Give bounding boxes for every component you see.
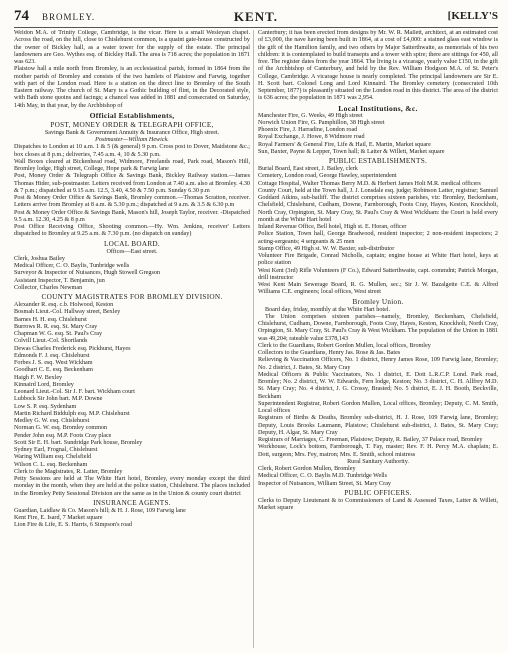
section-heading: PUBLIC ESTABLISHMENTS. (328, 157, 428, 165)
right-paragraph: Phoenix Fire, J. Harradine, London road (258, 127, 358, 133)
left-paragraph: Offices—East street. (106, 248, 158, 255)
left-paragraph: Haigh F. W. Bexley (14, 374, 63, 381)
right-paragraph: Cottage Hospital, Walter Thomas Berry M.D. & Herbert James Holt M.R. medical officers (258, 180, 481, 187)
right-paragraph: Manchester Fire, G. Weeks, 49 High street (258, 112, 363, 119)
page-header (14, 8, 498, 26)
left-paragraph: Weldon M.A. of Trinity College, Cambridge, is the vicar. Here is a small Wesleyan chapel. Across the road, on the hill, close to Chislehurst common, is a quaint gate-house constructed by the owner of Bickley hall, as a water tower for the supply of the estate. The principal landowners are Geo. Wythes esq. of Bickley Hall. The area is 718 acres; the population in 1871 was 623. (14, 30, 250, 65)
section-heading: INSURANCE AGENTS. (93, 498, 171, 507)
left-paragraph: Medley G. W. esq. Chislehurst (14, 418, 90, 424)
left-paragraph: Sydney Earl, Frognal, Chislehurst (14, 447, 98, 453)
right-paragraph: The Union comprises sixteen parishes—namely, Bromley, Beckenham, Chelsfield, Chislehurst, Cudham, Downe, Farnborough, Foots Cray, Hayes, Keston, Knockholt, North Cray, Orpington, St. Mary Cray, St. Paul's Cray & West Wickham. The population of the Union in 1881 was 49,204; rateable value £378,143 (258, 313, 498, 342)
left-paragraph: Pender John esq. M.P. Foots Cray place (14, 432, 112, 439)
right-column (258, 30, 498, 648)
left-paragraph: Norman G. W. esq. Bromley common (14, 425, 108, 432)
left-paragraph: Surveyor & Inspector of Nuisances, Hugh Stowell Gregson (14, 270, 160, 277)
right-paragraph: Royal Farmers' & General Fire, Life & Hail, E. Martin, Market square (258, 141, 431, 148)
right-paragraph: Norwich Union Fire, G. Pamphillon, 38 High street (258, 119, 385, 126)
left-paragraph: Chapman W. G. esq. St. Paul's Cray (14, 331, 103, 337)
right-paragraph: Workhouse, Lock's bottom, Farnborough, T. Fay, master; Rev. F. H. Percy M.A. chaplain; E. Dott, surgeon; Mrs. Fey, matron; Mrs. E. Smith, school mistress (258, 444, 498, 458)
running-head-place: BROMLEY. (42, 12, 96, 22)
left-paragraph: Post Office Receiving Office, Shooting common.—Hy. Wm. Jenkins, receiver' Letters dispatched to Bromley at 9.25 a.m. & 7.30 p.m. (no dispatch on sunday) (14, 224, 250, 238)
left-paragraph: Waring William esq. Chelsfield (14, 454, 92, 461)
right-paragraph: Superintendent Registrar, Robert Gordon Mullen, Local offices, Bromley; Deputy, C. M. Smith, Local offices (258, 400, 498, 414)
left-paragraph: Assistant Inspector, T. Benjamin, jun (14, 277, 105, 284)
right-paragraph: Cemetery, London road, George Hawley, superintendent (258, 173, 397, 180)
right-paragraph: Board day, friday, monthly at the White Hart hotel. (265, 306, 391, 313)
right-paragraph: Relieving & Vaccination Officers, No. 1 district, Henry James Rose, 109 Farwig lane, Bromley; No. 2 district, J. Bates, St. Mary Cray (258, 357, 498, 371)
column-divider (253, 30, 254, 648)
right-paragraph: Sun, Baxter, Payne & Lepper, Town hall; & Latter & Willett, Market square (258, 148, 445, 155)
left-paragraph: Savings Bank & Government Annuity & Insurance Office, High street. (44, 129, 220, 136)
right-paragraph: Clerk, Robert Gordon Mullen, Bromley (258, 466, 356, 472)
right-paragraph: West Kent (3rd) Rifle Volunteers (F Co.), Edward Satterthwaite, capt. commdnt; Patrick Morgan, drill instructor (258, 267, 498, 281)
left-paragraph: Kent Fire, E. Isard, 7 Market square (14, 515, 103, 521)
left-paragraph: Low S. P. esq. Sydenham (14, 403, 77, 410)
left-paragraph: Bosmah Lieut.-Col. Hallway street, Bexley (14, 309, 121, 316)
left-paragraph: Edmonds F. J. esq. Chislehurst (14, 352, 90, 359)
left-paragraph: Plaistow hall a mile north from Bromley, is an ecclesiastical parish, formed in 1864 from the mother parish of Bromley and consists of the two hamlets of Plaistow and Farwig, together with part of the London road. Here is a station on the direct line to Bromley of the South Eastern railway. The church of St. Mary is a Gothic building of flint, in the Decorated style, with Bath stone quoins and facings; a chancel was added in 1881 and consecrated on Saturday, 14th May, in that year, by the Archbishop of (14, 66, 250, 109)
left-paragraph: Clerk, Joshua Bailey (14, 255, 65, 262)
right-paragraph: Police Station, Town hall, George Bradwood, resident inspector; 2 non-resident inspectors; 2 acting-sergeants; 4 sergeants & 25 men (258, 231, 498, 245)
left-paragraph: Colvill Lieut.-Col. Shortlands (14, 338, 88, 345)
right-paragraph: Inland Revenue Office, Bell hotel, High st. E. Horan, officer (258, 224, 407, 230)
left-paragraph: Post & Money Order Office & Savings Bank, Bromley common.—Thomas Scratton, receiver. Letters arrive from Bromley at 8 a.m. & 5.30 p.m.; dispatched at 9 a.m. & 3.5 & 6.30 p.m (14, 195, 250, 209)
left-paragraph: Postmaster—William Hewick. (95, 137, 169, 143)
right-paragraph: Medical Officer, C. O. Baylis M.D. Tunbridge Wells (258, 473, 387, 480)
left-paragraph: Dewas Charles Frederick esq. Pickhurst, Hayes (14, 345, 131, 352)
left-paragraph: Dispatches to London at 10 a.m. 1 & 5 (& general) 9 p.m. Cross post to Dover, Maidstone &c.; box closes at 8 p.m.; deliveries, 7.45 a.m. 4, 10 & 5.30 p.m. (14, 144, 250, 158)
right-paragraph: Volunteer Fire Brigade, Conrad Nicholls, captain; engine house at White Hart hotel, keys at police station (258, 253, 498, 267)
left-paragraph: Medical Officer, C. O. Baylis, Tunbridge wells (14, 263, 130, 269)
right-paragraph: Clerks to Deputy Lieutenant & to Commissioners of Land & Assessed Taxes, Latter & Willett, Market square (258, 497, 498, 511)
section-heading: POST, MONEY ORDER & TELEGRAPH OFFICE, (50, 120, 214, 129)
right-paragraph: Canterbury; it has been erected from designs by Mr. W. R. Mallett, architect, at an estimated cost of £3,000, the nave having been built in 1864, at a cost of £4,000: a stained glass east window is the gift of the Hamilton family, and two others by Major Satterthwaite, as memorials of his two children: it is contemplated to build transepts and a tower with spire; there are sittings for 450, all free. The register dates from the year 1864. The living is a vicarage, yearly value £150, in the gift of the Archbishop of Canterbury, and held by the Rev. William Hodgson M.A. of St. Peter's College, Cambridge. A vicarage house is nearly completed. The principal landowners are Sir E. H. Scott bart. Colonel Long and Lord Kinnaird. The Bromley cemetery (consecrated 10th September, 1877) is pleasantly situated on the London road in this district. The area of the district is 636 acres; the population in 1871 was 2,954. (258, 30, 498, 102)
right-paragraph: Clerk to the Guardians, Robert Gordon Mullen, local offices, Bromley (258, 342, 431, 349)
page-number: 74 (14, 8, 29, 24)
left-paragraph: Wall Boxes cleared at Bickenhead road, Widmore, Freelands road, Park road, Mason's Hill, Bromley lodge, High street, College, Hope park & Farwig lane (14, 158, 250, 172)
right-paragraph: County Court, held at the Town hall, J. J. Lonsdale esq. judge; Robinson Latter, registrar; Samuel Goddard Atkins, sub-bailiff. The district comprises sixteen parishes, viz: Bromley, Beckenham, Chelsfield, Chislehurst, Cudham, Downe, Farnborough, Foots Cray, Hayes, Keston, Knockholt, North Cray, Orpington, St. Mary Cray, St. Paul's Cray & West Wickham: the Court is held every month at the White Hart hotel (258, 187, 498, 223)
section-heading: COUNTY MAGISTRATES FOR BROMLEY DIVISION. (41, 293, 223, 301)
right-paragraph: Registrars of Marriages, C. Freeman, Plaistow; Deputy, R. Bailey, 37 Palace road, Bromley (258, 437, 483, 443)
left-paragraph: Lion Fire & Life, E. S. Harris, 6 Simpson's road (14, 522, 132, 529)
left-paragraph: Post, Money Order & Telegraph Office & Savings Bank, Bickley Railway station.—James Thomas Hider, sub-postmaster. Letters received from London at 7.40 a.m. also at Bromley. 4.30 & 7 p.m.; dispatched at 9.15 a.m. 12.5, 3.40, 4.50 & 7.50 p.m. Sunday 6.30 p.m (14, 173, 250, 194)
left-paragraph: Alexander R. esq. c.b. Holwood, Keston (14, 302, 114, 308)
section-heading: Local Institutions, &c. (338, 103, 418, 113)
running-head-publisher: [KELLY'S (447, 10, 498, 22)
left-paragraph: Collector, Charles Newman (14, 284, 83, 291)
right-paragraph: Registrars of Births & Deaths, Bromley sub-district, H. J. Rose, 109 Farwig lane, Bromley; Deputy, Louis Brooks Laumann, Plaistow; Chislehurst sub-district, J. Bates, St. Mary Cray; Deputy, H. Algar, St. Mary Cray (258, 415, 498, 436)
left-paragraph: Lubbock Sir John bart. M.P. Downe (14, 396, 103, 403)
right-paragraph: Rural Sanitary Authority. (347, 458, 409, 465)
left-paragraph: Burrows R. R. esq. St. Mary Cray (14, 323, 98, 330)
right-paragraph: Stamp Office, 49 High st. W. W. Baxter, sub-distributor (258, 245, 395, 252)
left-paragraph: Martin Richard Biddulph esq. M.P. Chislehurst (14, 410, 130, 417)
section-heading: Official Establishments, (89, 110, 175, 120)
left-paragraph: Clerk to the Magistrates, R. Latter, Bromley (14, 468, 123, 475)
left-paragraph: Forbes J. S. esq. West Wickham (14, 360, 93, 366)
right-paragraph: Collectors to the Guardians, Henry Jas. Rose & Jas. Bates (258, 350, 401, 356)
left-paragraph: Barnes H. H. esq. Chislehurst (14, 316, 87, 323)
section-heading: LOCAL BOARD. (103, 239, 161, 248)
left-column (14, 30, 250, 648)
right-paragraph: West Kent Main Sewerage Board, R. G. Mullen, sec.; Sir J. W. Bazalgette C.E. & Alfred Williams C.E. engineers; local offices, West street (258, 282, 498, 296)
left-paragraph: Kinnaird Lord, Bromley (14, 381, 74, 388)
right-paragraph: Royal Exchange, J. Howe, 8 Widmore road (258, 134, 365, 141)
left-paragraph: Goodhart C. E. esq. Beckenham (14, 367, 93, 374)
left-paragraph: Post & Money Order Office & Savings Bank, Mason's hill, Joseph Taylor, receiver. -Dispatched 9.5 a.m. 12.30, 4.25 & 8 p.m (14, 209, 250, 223)
left-paragraph: Wilson C. L. esq. Beckenham (14, 461, 88, 468)
section-heading: PUBLIC OFFICERS. (344, 488, 412, 497)
right-paragraph: Inspector of Nuisances, William Street, St. Mary Cray (258, 480, 391, 487)
running-head-county: KENT. (233, 9, 279, 24)
header-rule (14, 27, 498, 28)
right-paragraph: Burial Board, East street, J. Bailey, clerk (258, 166, 358, 172)
left-paragraph: Scott Sir E. H. bart. Sundridge Park house, Bromley (14, 439, 143, 446)
right-paragraph: Medical Officers & Public Vaccinators, No. 1 district, E. Dott L.R.C.P. Lond. Park road, Bromley; No. 2 district, W. W. Edwards, Fern lodge, Keston; No. 3 district, C. H. Allfrey M.D. St. Mary Cray; No. 4 district, J. G. Crossy, Brasted; No. 5 district, E. J. H. Booth, Beckville, Beckham (258, 371, 498, 400)
left-paragraph: Leonard Lieut.-Col. Sir J. F. bart. Wickham court (14, 389, 135, 395)
left-paragraph: Petty Sessions are held at The White Hart hotel, Bromley, every monday except the third monday in the month, when they are held at the police station, Chislehurst. The places included in the Bromley Petty Sessional Division are the same as in the Union & county court district (14, 476, 250, 497)
left-paragraph: Guardian, Laidlaw & Co. Mason's hill; & H. J. Rose, 109 Farwig lane (14, 507, 186, 514)
section-heading: Bromley Union. (352, 297, 404, 306)
